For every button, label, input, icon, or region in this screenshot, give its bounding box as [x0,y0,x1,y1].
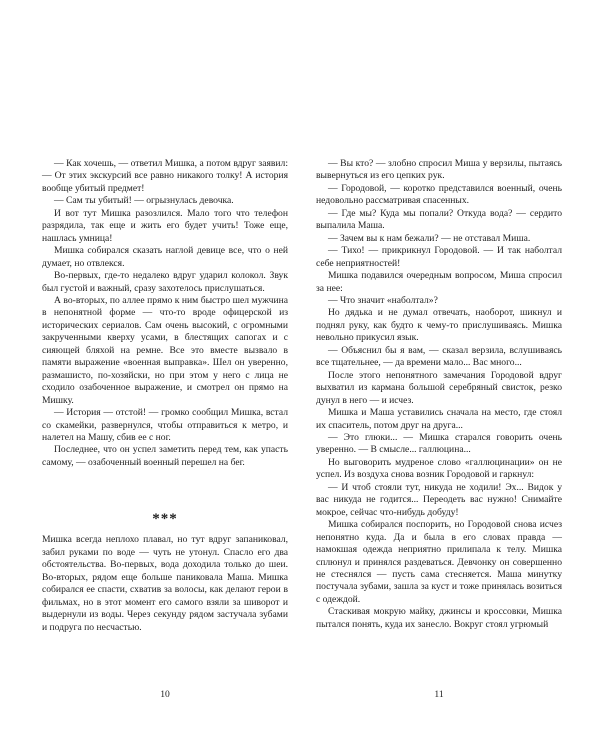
paragraph: — Объяснил бы я вам, — сказал верзила, вслушиваясь все тщательнее, — да времени мало... Вас много... [316,344,562,369]
paragraph: И вот тут Мишка разозлился. Мало того что телефон разрядила, так еще и жить его будет учить! Тоже еще, нашлась умница! [42,207,288,244]
paragraph: Последнее, что он успел заметить перед тем, как упасть самому, — озабоченный военный перешел на бег. [42,444,288,468]
paragraph: — Это глюки... — Мишка старался говорить очень уверенно. — В смысле... галлюцина... [316,431,562,456]
paragraph: Но дядька и не думал отвечать, наоборот, шикнул и поднял руку, как будто к чему-то прислушиваясь. Мишка невольно прикусил язык. [316,307,562,344]
paragraph: Во-первых, где-то недалеко вдруг ударил колокол. Звук был густой и важный, сразу захотелось прислушаться. [42,270,288,294]
paragraph: — И чтоб стояли тут, никуда не ходили! Эх... Видок у вас никуда не годится... Переодеть вас нужно! Снимайте мокрое, сейчас что-нибудь добуду! [316,481,562,518]
paragraph: — Как хочешь, — ответил Мишка, а потом вдруг заявил: — От этих экскурсий все равно никакого толку! А история вообще убитый предмет! [42,158,288,194]
paragraph: Стаскивая мокрую майку, джинсы и кроссовки, Мишка пытался понять, куда их занесло. Вокруг стоял угрюмый [316,606,562,630]
section-separator: *** [152,511,178,528]
paragraph: — Что значит «наболтал»? [328,294,438,306]
paragraph: После этого непонятного замечания Городовой вдруг выхватил из кармана большой серебряный свисток, резко дунул в него — и исчез. [316,369,562,406]
paragraph: — Зачем вы к нам бежали? — не отставал Миша. [328,232,531,244]
paragraph: Мишка собирался поспорить, но Городовой снова исчез непонятно куда. Да и была в его словах правда — намокшая одежда неприятно прилипала к телу. Мишка сплюнул и принялся раздеваться. Девчонку он совершенно не стеснялся — пусть сама стесняется. Маша минутку постучала зубами, зашла за куст и тоже принялась возиться с одеждой. [316,519,562,605]
left-page [42,158,288,634]
paragraph: А во-вторых, по аллее прямо к ним быстро шел мужчина в непонятной форме — что-то вроде офицерской из исторических сериалов. Сам очень высокий, с огромными закрученными кверху усами, в блестящих сапогах и с сияющей бляхой на ремне. Все это вместе вызвало в памяти выражение «военная выправка». Шел он уверенно, размашисто, по-хозяйски, но при этом у него с лица не сходило озабоченное выражение, и смотрел он прямо на Мишку. [42,294,288,406]
paragraph: Но выговорить мудреное слово «галлюцинации» он не успел. Из воздуха снова возник Городовой и гаркнул: [316,456,562,481]
paragraph: Мишка подавился очередным вопросом, Миша спросил за нее: [316,270,562,294]
page-number-left: 10 [160,689,170,700]
paragraph: — Сам ты убитый! — огрызнулась девочка. [54,195,234,207]
paragraph: — Где мы? Куда мы попали? Откуда вода? — сердито выпалила Маша. [316,207,562,232]
right-page [316,158,562,631]
paragraph: — Городовой, — коротко представился военный, очень недовольно рассматривая спасенных. [316,182,562,207]
paragraph: Мишка собирался сказать наглой девице все, что о ней думает, но отвлекся. [42,245,288,269]
page-number-right: 11 [434,689,444,700]
paragraph: — Вы кто? — злобно спросил Миша у верзилы, пытаясь вывернуться из его цепких рук. [316,158,562,182]
paragraph: Мишка всегда неплохо плавал, но тут вдруг запаниковал, забил руками по воде — чуть не утонул. Спасло его два обстоятельства. Во-первых, вода доходила только до шеи. Во-вторых, рядом еще больше паниковала Маша. Мишка собирался ее спасти, схватив за волосы, как делают герои в фильмах, но в этот момент его самого взяли за шиворот и выдернули из воды. Через секунду рядом застучала зубами и подруга по несчастью. [42,534,288,633]
paragraph: Мишка и Маша уставились сначала на место, где стоял их спаситель, потом друг на друга... [316,407,562,431]
paragraph: — История — отстой! — громко сообщил Мишка, встал со скамейки, развернулся, чтобы отправиться к метро, и налетел на Машу, сбив ее с ног. [42,407,288,443]
paragraph: — Тихо! — прикрикнул Городовой. — И так наболтал себе неприятностей! [316,245,562,269]
